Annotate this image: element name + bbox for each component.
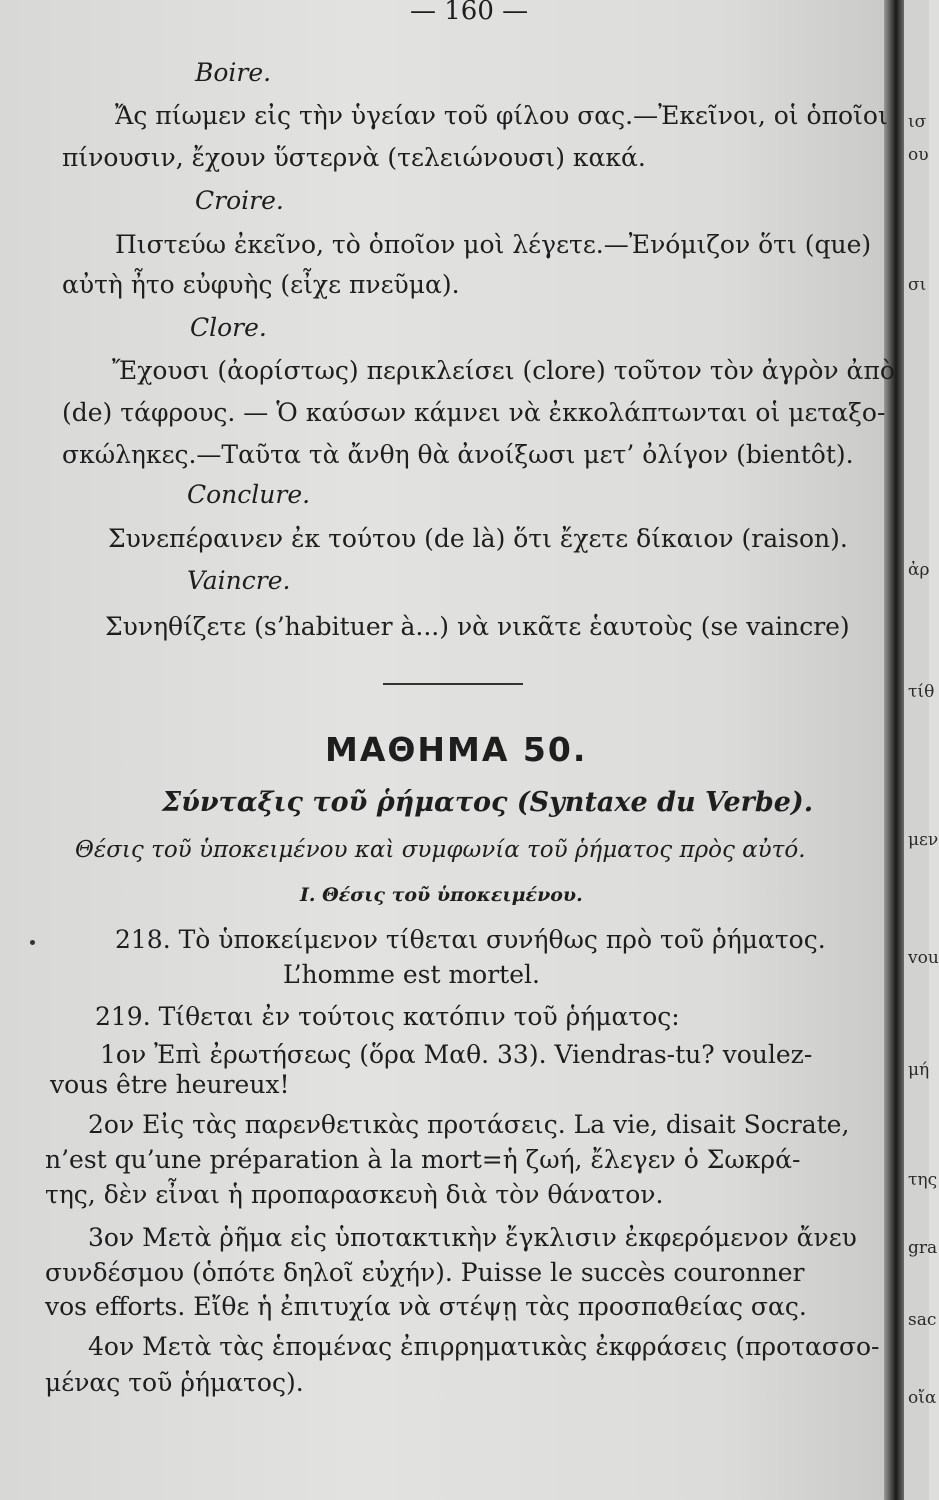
text-line: Συνεπέραινεν ἐκ τούτου (de là) ὅτι ἔχετε δίκαιον (raison). — [108, 524, 848, 553]
next-page-fragment: οἴα — [908, 1388, 937, 1408]
next-page-fragment: της — [908, 1170, 938, 1190]
text-line: μένας τοῦ ῥήματος). — [45, 1368, 304, 1397]
margin-dot — [30, 940, 35, 945]
verb-heading-conclure: Conclure. — [187, 480, 311, 509]
page-number: — 160 — — [410, 0, 529, 26]
text-line: σκώληκες.—Ταῦτα τὰ ἄνθη θὰ ἀνοίξωσι μετ’ ὀλίγον (bientôt). — [62, 440, 854, 469]
verb-heading-clore: Clore. — [190, 313, 267, 342]
rule-3: 3ον Μετὰ ῥῆμα εἰς ὑποτακτικὴν ἔγκλισιν ἐκφερόμενον ἄνευ — [88, 1223, 857, 1252]
paragraph-219: 219. Τίθεται ἐν τούτοις κατόπιν τοῦ ῥήματος: — [95, 1002, 680, 1031]
next-page-fragment: τίθ — [908, 682, 935, 702]
text-line: Πιστεύω ἐκεῖνο, τὸ ὁποῖον μοὶ λέγετε.—Ἐνόμιζον ὅτι (que) — [115, 230, 872, 259]
rule-4: 4ον Μετὰ τὰς ἑπομένας ἐπιρρηματικὰς ἐκφράσεις (προτασσο- — [88, 1332, 880, 1361]
rule-1: 1ον Ἐπὶ ἐρωτήσεως (ὅρα Μαθ. 33). Viendras-tu? voulez- — [100, 1040, 813, 1069]
verb-heading-boire: Boire. — [195, 58, 272, 87]
text-line: συνδέσμου (ὁπότε δηλοῖ εὐχήν). Puisse le succès couronner — [45, 1258, 805, 1287]
verb-heading-vaincre: Vaincre. — [187, 566, 291, 595]
next-page-fragment: σι — [908, 275, 927, 295]
text-line: vos efforts. Εἴθε ἡ ἐπιτυχία νὰ στέψῃ τὰς προσπαθείας σας. — [45, 1292, 807, 1321]
text-line: της, δὲν εἶναι ἡ προπαρασκευὴ διὰ τὸν θάνατον. — [45, 1180, 664, 1209]
section-heading: Θέσις τοῦ ὑποκειμένου καὶ συμφωνία τοῦ ῥήματος πρὸς αὐτό. — [75, 837, 806, 863]
rule-2: 2ον Εἰς τὰς παρενθετικὰς προτάσεις. La vie, disait Socrate, — [88, 1110, 850, 1139]
next-page-fragment: ισ — [908, 112, 927, 132]
next-page-fragment: ου — [908, 145, 929, 165]
next-page-fragment: gra — [908, 1238, 938, 1258]
next-page-edge — [904, 0, 929, 1500]
paragraph-218: 218. Τὸ ὑποκείμενον τίθεται συνήθως πρὸ τοῦ ῥήματος. — [115, 925, 826, 954]
text-line: Ἔχουσι (ἀορίστως) περικλείσει (clore) τοῦτον τὸν ἀγρὸν ἀπὸ — [112, 356, 895, 385]
next-page-fragment: μή — [908, 1060, 930, 1080]
next-page-fragment: sac — [908, 1310, 937, 1330]
subsection-heading: I. Θέσις τοῦ ὑποκειμένου. — [300, 884, 583, 906]
example-line: L’homme est mortel. — [283, 960, 540, 989]
lesson-title: ΜΑΘΗΜΑ 50. — [325, 730, 588, 769]
text-line: n’est qu’une préparation à la mort=ἡ ζωή, ἔλεγεν ὁ Σωκρά- — [45, 1145, 801, 1174]
text-line: πίνουσιν, ἔχουν ὕστερνὰ (τελειώνουσι) κακά. — [62, 143, 646, 172]
next-page-fragment: μεν — [908, 830, 939, 850]
text-line: vous être heureux! — [50, 1070, 290, 1099]
text-line: Ἄς πίωμεν εἰς τὴν ὑγείαν τοῦ φίλου σας.—Ἐκεῖνοι, οἱ ὁποῖοι — [115, 101, 888, 130]
verb-heading-croire: Croire. — [195, 186, 284, 215]
next-page-fragment: vou — [908, 948, 939, 968]
lesson-subtitle: Σύνταξις τοῦ ῥήματος (Syntaxe du Verbe). — [162, 787, 814, 818]
text-line: Συνηθίζετε (s’habituer à...) νὰ νικᾶτε ἑαυτοὺς (se vaincre) — [105, 612, 850, 641]
next-page-fragment: ἀρ — [908, 560, 930, 580]
section-divider — [383, 683, 523, 685]
text-line: (de) τάφρους. — Ὁ καύσων κάμνει νὰ ἐκκολάπτωνται οἱ μεταξο- — [62, 398, 886, 427]
text-line: αὐτὴ ἦτο εὐφυὴς (εἶχε πνεῦμα). — [62, 270, 460, 299]
book-gutter — [884, 0, 904, 1500]
